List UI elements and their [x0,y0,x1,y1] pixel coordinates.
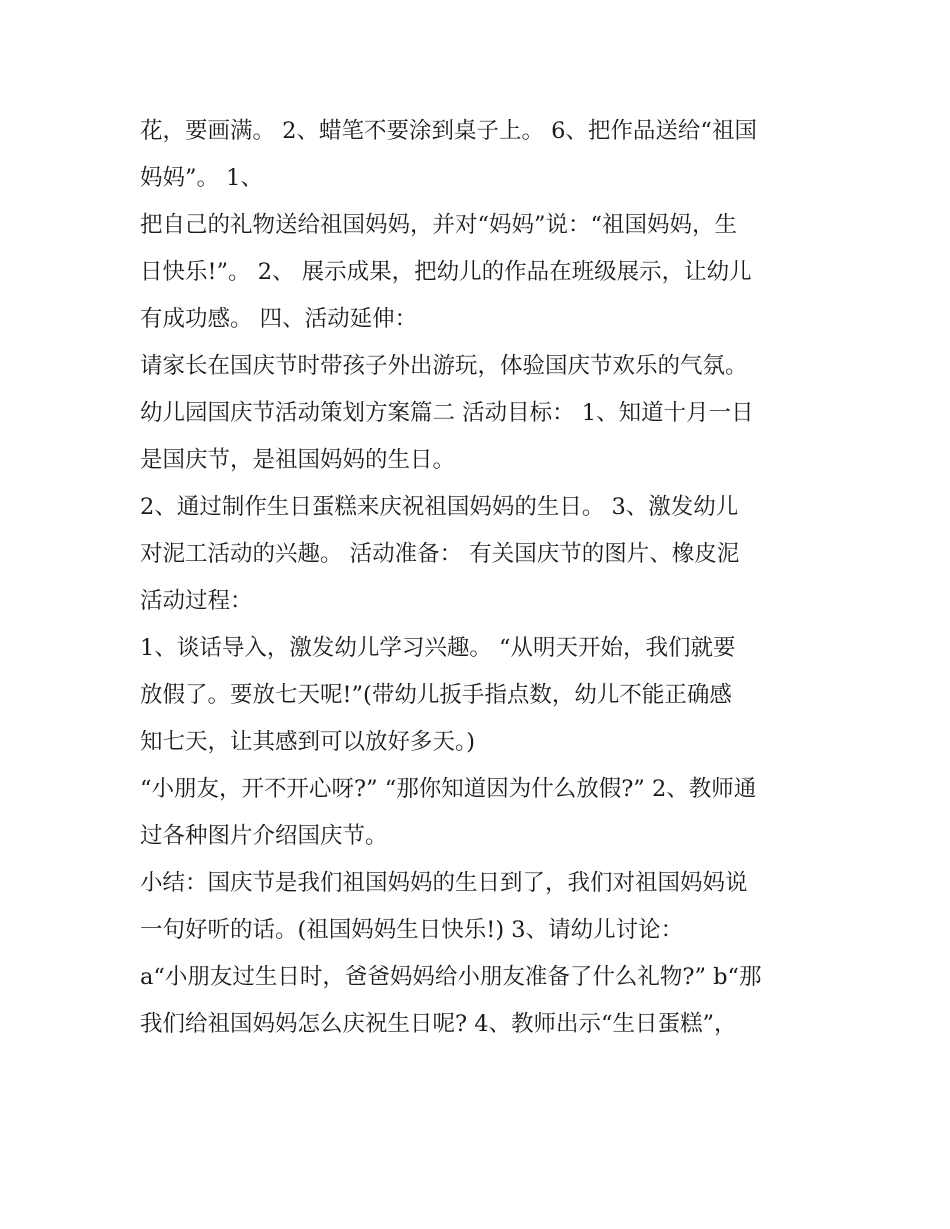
text-line-11: 活动过程： [140,588,253,614]
text-line-16: 过各种图片介绍国庆节。 [140,823,388,849]
text-line-19: a“小朋友过生日时，爸爸妈妈给小朋友准备了什么礼物?” b“那 [140,964,762,990]
text-line-20: 我们给祖国妈妈怎么庆祝生日呢? 4、教师出示“生日蛋糕”， [140,1011,737,1037]
text-line-17: 小结：国庆节是我们祖国妈妈的生日到了，我们对祖国妈妈说 [140,870,748,896]
text-line-13: 放假了。要放七天呢!”(带幼儿扳手指点数，幼儿不能正确感 [140,682,732,708]
text-line-9: 2、通过制作生日蛋糕来庆祝祖国妈妈的生日。 3、激发幼儿 [140,494,739,520]
text-line-5: 有成功感。 四、活动延伸： [140,306,418,332]
text-line-3: 把自己的礼物送给祖国妈妈，并对“妈妈”说：“祖国妈妈，生 [140,212,738,238]
text-line-6: 请家长在国庆节时带孩子外出游玩，体验国庆节欢乐的气氛。 [140,353,748,379]
text-line-2: 妈妈”。 1、 [140,165,263,191]
text-line-12: 1、谈话导入，激发幼儿学习兴趣。 “从明天开始，我们就要 [140,635,736,661]
text-line-10: 对泥工活动的兴趣。 活动准备： 有关国庆节的图片、橡皮泥 [140,541,740,567]
text-line-18: 一句好听的话。(祖国妈妈生日快乐!) 3、请幼儿讨论： [140,917,684,943]
text-line-8: 是国庆节，是祖国妈妈的生日。 [140,447,456,473]
text-line-15: “小朋友，开不开心呀?” “那你知道因为什么放假?” 2、教师通 [140,776,757,802]
text-line-14: 知七天，让其感到可以放好多天。) [140,729,476,755]
text-line-4: 日快乐!”。 2、 展示成果，把幼儿的作品在班级展示，让幼儿 [140,259,752,285]
document-body [140,108,820,1048]
text-line-1: 花，要画满。 2、蜡笔不要涂到桌子上。 6、把作品送给“祖国 [140,118,757,144]
text-line-7: 幼儿园国庆节活动策划方案篇二 活动目标： 1、知道十月一日 [140,400,754,426]
